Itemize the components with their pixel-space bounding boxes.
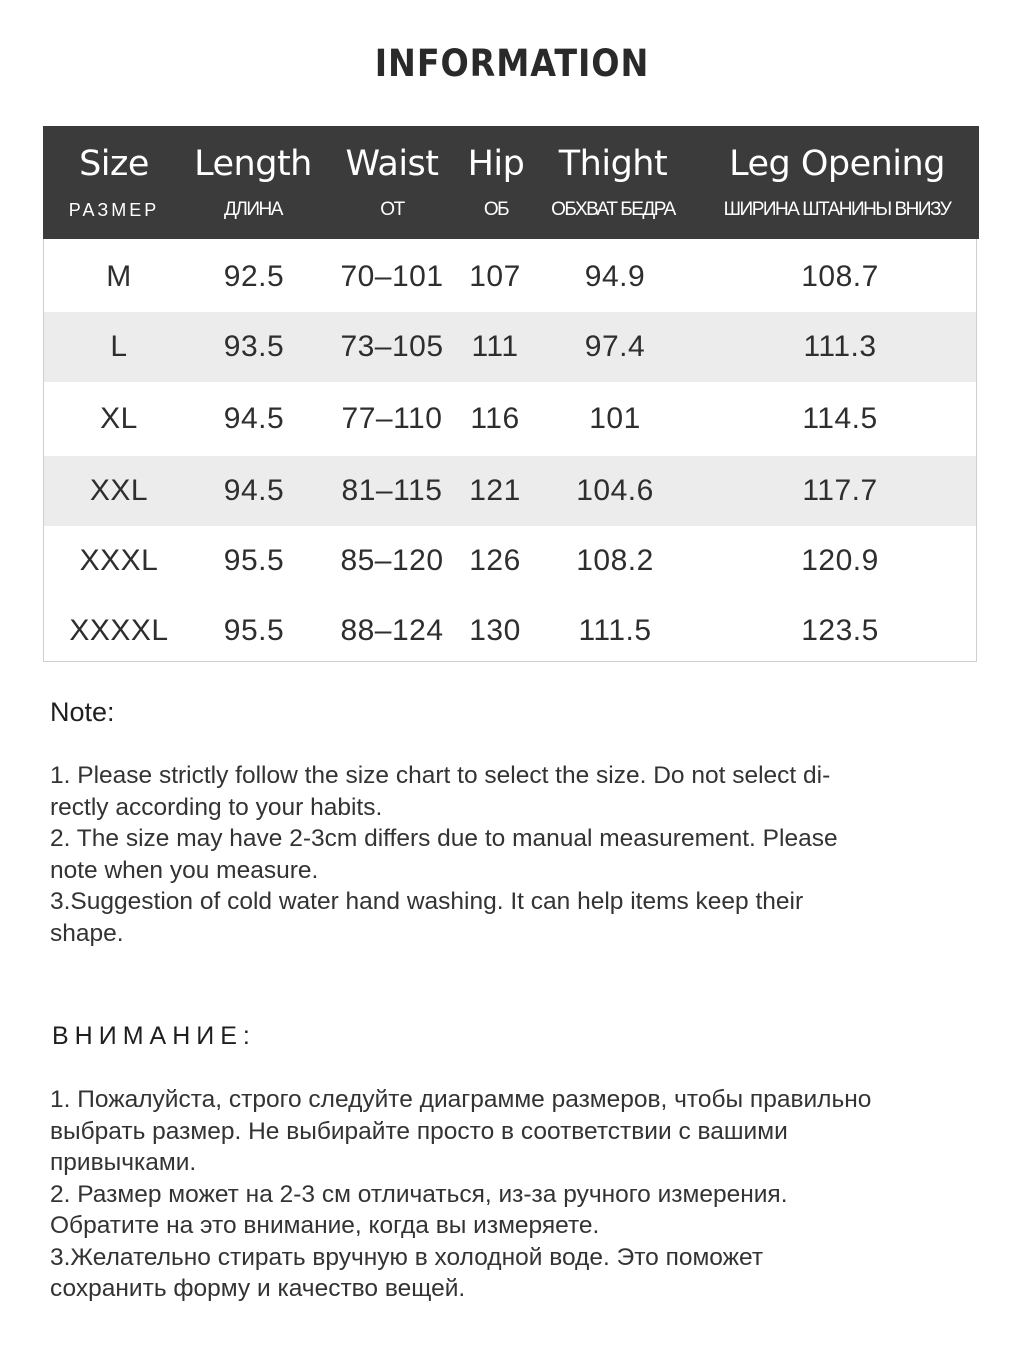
note-line: 1. Please strictly follow the size chart to select the size. Do not select di- xyxy=(50,762,831,789)
cell-leg-opening: 117.7 xyxy=(802,474,878,507)
cell-waist: 81–115 xyxy=(341,474,443,507)
cell-size: XXXL xyxy=(79,544,159,577)
table-row xyxy=(44,456,976,526)
header-thight xyxy=(537,126,689,239)
header-size-en: Size xyxy=(79,144,149,184)
ru-note-line: 2. Размер может на 2-3 см отличаться, из-за ручного измерения. xyxy=(50,1180,788,1208)
note-line: shape. xyxy=(50,919,124,947)
cell-hip: 126 xyxy=(469,544,521,577)
header-leg-opening-en: Leg Opening xyxy=(729,144,945,184)
header-length xyxy=(185,126,321,239)
ru-note-line: сохранить форму и качество вещей. xyxy=(50,1275,466,1302)
ru-note-line: 1. Пожалуйста, строго следуйте диаграмме размеров, чтобы правильно xyxy=(50,1086,872,1113)
cell-thight: 104.6 xyxy=(576,474,654,507)
cell-hip: 107 xyxy=(469,260,521,293)
header-hip xyxy=(459,126,533,239)
note-line: 3.Suggestion of cold water hand washing. It can help items keep their xyxy=(50,888,804,915)
table-row xyxy=(44,596,976,666)
cell-hip: 121 xyxy=(469,474,521,507)
page-title: INFORMATION xyxy=(374,42,650,85)
cell-length: 94.5 xyxy=(223,402,285,435)
cell-hip: 116 xyxy=(470,402,520,435)
cell-leg-opening: 111.3 xyxy=(803,330,877,363)
cell-hip: 130 xyxy=(469,614,521,647)
ru-note-line: выбрать размер. Не выбирайте просто в соответствии с вашими xyxy=(50,1117,788,1145)
header-leg-opening xyxy=(699,126,975,239)
cell-leg-opening: 114.5 xyxy=(802,402,878,435)
table-row xyxy=(44,242,976,312)
cell-thight: 97.4 xyxy=(584,330,646,363)
cell-waist: 77–110 xyxy=(341,402,443,435)
size-chart-table xyxy=(43,126,977,662)
table-header xyxy=(43,126,979,239)
header-thight-ru: ОБХВАТ БЕДРА xyxy=(551,199,675,220)
note-line: rectly according to your habits. xyxy=(50,793,383,821)
header-waist-en: Waist xyxy=(345,144,439,184)
note-body xyxy=(50,760,970,949)
cell-size: XXL xyxy=(89,474,149,507)
header-length-ru: ДЛИНА xyxy=(224,199,282,220)
cell-waist: 73–105 xyxy=(340,330,444,363)
table-row xyxy=(44,384,976,454)
header-size xyxy=(43,126,185,239)
header-waist-ru: ОТ xyxy=(380,199,404,220)
cell-length: 95.5 xyxy=(223,544,285,577)
cell-length: 95.5 xyxy=(223,614,285,647)
header-leg-opening-ru: ШИРИНА ШТАНИНЫ ВНИЗУ xyxy=(723,199,951,220)
cell-waist: 70–101 xyxy=(340,260,444,293)
note-line: note when you measure. xyxy=(50,856,319,884)
cell-waist: 88–124 xyxy=(340,614,444,647)
cell-length: 92.5 xyxy=(223,260,285,293)
cell-leg-opening: 123.5 xyxy=(801,614,879,647)
cell-size: M xyxy=(106,260,132,293)
cell-size: XL xyxy=(100,402,138,435)
cell-length: 94.5 xyxy=(223,474,285,507)
header-hip-ru: ОБ xyxy=(483,199,509,220)
table-row xyxy=(44,526,976,596)
cell-thight: 108.2 xyxy=(576,544,654,577)
ru-note-line: Обратите на это внимание, когда вы измеряете. xyxy=(50,1212,600,1239)
note-line: 2. The size may have 2-3cm differs due to manual measurement. Please xyxy=(50,825,838,852)
table-row xyxy=(44,312,976,382)
header-length-en: Length xyxy=(194,144,312,184)
cell-size: XXXXL xyxy=(69,614,169,647)
cell-leg-opening: 120.9 xyxy=(801,544,879,577)
ru-note-heading: ВНИМАНИЕ: xyxy=(52,1022,256,1050)
ru-note-line: 3.Желательно стирать вручную в холодной воде. Это поможет xyxy=(50,1243,764,1271)
header-thight-en: Thight xyxy=(558,144,668,184)
cell-hip: 111 xyxy=(471,330,519,363)
header-waist xyxy=(325,126,459,239)
ru-note-heading-wrap xyxy=(52,1022,972,1051)
ru-note-line: привычками. xyxy=(50,1149,197,1176)
cell-thight: 101 xyxy=(589,402,641,435)
note-heading: Note: xyxy=(50,697,115,727)
cell-length: 93.5 xyxy=(223,330,285,363)
header-size-ru: РАЗМЕР xyxy=(68,200,160,220)
note-heading-wrap xyxy=(50,697,970,728)
cell-leg-opening: 108.7 xyxy=(801,260,879,293)
header-hip-en: Hip xyxy=(467,144,525,184)
cell-waist: 85–120 xyxy=(340,544,444,577)
ru-note-body xyxy=(50,1084,970,1305)
cell-size: L xyxy=(110,330,128,363)
cell-thight: 111.5 xyxy=(578,614,652,647)
cell-thight: 94.9 xyxy=(584,260,646,293)
